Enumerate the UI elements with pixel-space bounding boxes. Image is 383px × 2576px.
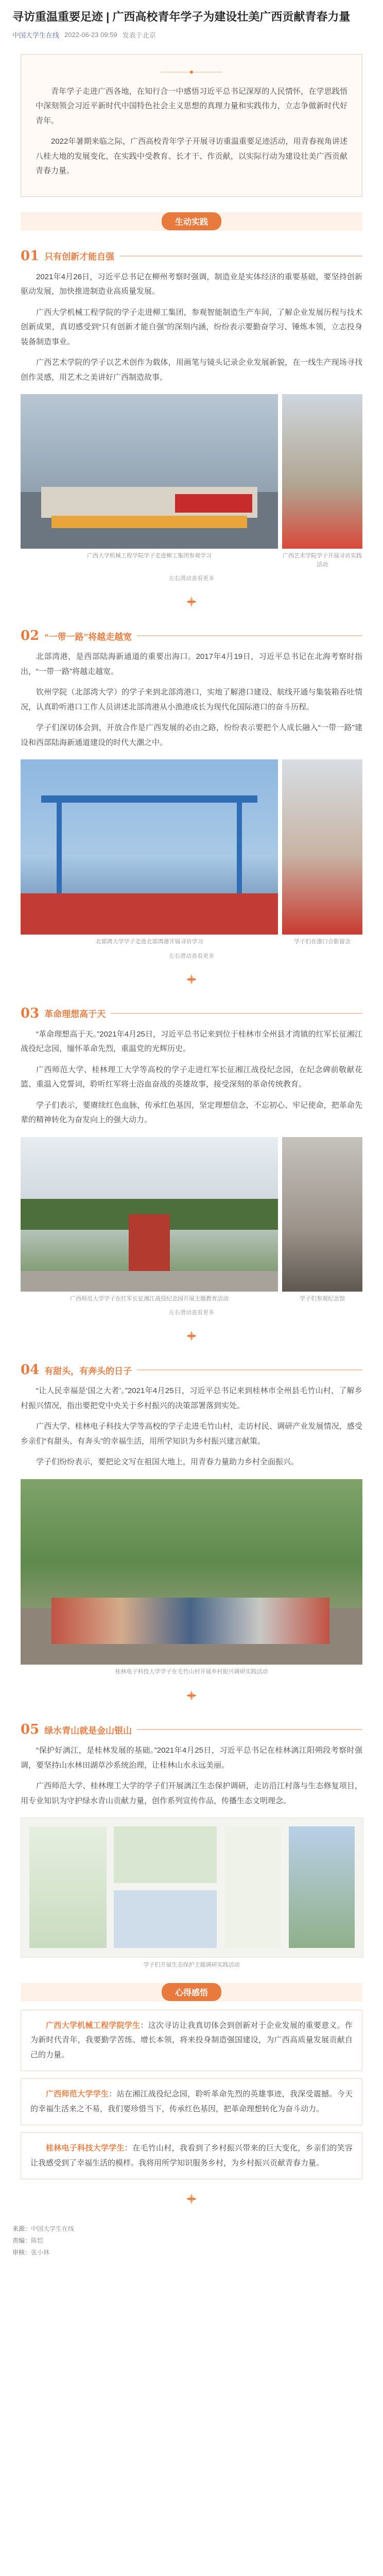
article-header [0,0,383,45]
pinwheel-icon [185,1330,198,1342]
photo-carousel-3[interactable] [21,1137,362,1317]
decoration-separator [21,1689,362,1704]
group-photo [282,394,362,549]
quote-text: 广西大学机械工程学院学生：这次寻访让我真切体会到创新对于企业发展的重要意义。作为新时代青年，我要勤学苦练、增长本领，将来投身制造强国建设，为广西高质量发展贡献自己的力量。 [30,2021,353,2059]
source-line [12,2223,371,2235]
photo-carousel-1[interactable] [21,394,362,582]
decoration-separator [21,596,362,611]
paragraph: 广西艺术学院的学子以艺术创作为载体，用画笔与镜头记录企业发展新貌，在一线生产现场寻找创作灵感，用艺术之美讲好广西制造故事。 [21,358,362,382]
photo-caption: 学子们在港口合影留念 [294,939,351,945]
reviewer-value: 张小林 [31,2248,50,2256]
photo-block-5 [21,1818,362,1970]
quote-body: 这次寻访让我真切体会到创新对于企业发展的重要意义。作为新时代青年，我要勤学苦练、增长本领，将来投身制造强国建设，为广西高质量发展贡献自己的力量。 [30,2021,353,2059]
pinwheel-icon [185,973,198,986]
quote-author: 广西大学机械工程学院学生 [46,2021,141,2030]
photo-caption: 北部湾大学学子走进北部湾港开展寻访学习 [95,939,203,945]
editor-value: 陈恺 [31,2236,44,2244]
heading-rule [137,635,362,636]
decoration-separator [21,973,362,988]
paragraph: 学子们纷纷表示，要把论文写在祖国大地上，用青春力量助力乡村全面振兴。 [36,1458,299,1467]
photo-caption: 桂林电子科技大学学子在毛竹山村开展乡村振兴调研实践活动 [115,1668,268,1675]
subsection-heading-3 [21,1006,362,1021]
subsection-title: 有甜头，有奔头的日子 [44,1366,132,1376]
publish-date: 2022-06-23 09:59 [64,30,117,39]
section-title-gains: 心得感悟 [162,1983,221,2001]
heading-rule [111,1013,362,1014]
subsection-title: 革命理想高于天 [44,1009,106,1020]
pinwheel-icon [185,2193,198,2205]
editor-label: 责编： [12,2236,31,2244]
subsection-number: 02 [21,628,40,644]
article-content [0,54,383,2208]
photo-caption: 广西艺术学院学子开展寻访实践活动 [283,553,362,568]
subsection-number: 01 [21,248,40,264]
paragraph: 广西大学、桂林电子科技大学等高校的学子走进毛竹山村，走访村民、调研产业发展情况，感受乡亲们“有甜头、有奔头”的幸福生活，用所学知识为乡村振兴建言献策。 [21,1422,362,1446]
quote-text: 桂林电子科技大学学生：在毛竹山村，我看到了乡村振兴带来的巨大变化，乡亲们的笑容让我感受到了幸福生活的模样。我将用所学知识服务乡村，为乡村振兴贡献青春力量。 [30,2144,353,2167]
editor-line [12,2235,371,2247]
poster-image [21,1818,363,1958]
decoration-separator [21,2193,362,2208]
students-photo [282,759,362,935]
quote-author: 广西师范大学学生 [46,2090,109,2099]
quote-body: 站在湘江战役纪念园，聆听革命先烈的英雄事迹，我深受震撼。今天的幸福生活来之不易，我们要珍惜当下，传承红色基因，把革命理想转化为奋斗动力。 [30,2090,353,2113]
subsection-title: “一带一路”将越走越宽 [44,632,132,642]
heading-rule [119,256,362,257]
paragraph: “革命理想高于天。”2021年4月25日，习近平总书记来到位于桂林市全州县才湾镇的红军长征湘江战役纪念园，缅怀革命先烈，重温党的光辉历史。 [21,1029,362,1054]
intro-paragraph-1: 青年学子走进广西各地，在知行合一中感悟习近平总书记深厚的人民情怀，在学思践悟中深刻领会习近平新时代中国特色社会主义思想的真理力量和实践伟力，立志争做新时代好青年。 [36,87,347,125]
paragraph: 学子们深切体会到，开放合作是广西发展的必由之路，纷纷表示要把个人成长融入“一带一路”建设和西部陆海新通道建设的时代大潮之中。 [21,723,362,747]
subsection-heading-4 [21,1362,362,1378]
source-label: 来源： [12,2225,31,2233]
heading-rule [137,1729,362,1730]
photo-caption: 广西师范大学学子在红军长征湘江战役纪念园开展主题教育活动 [70,1295,229,1302]
subsection-heading-1 [21,248,362,264]
paragraph: 学子们表示，要赓续红色血脉，传承红色基因，坚定理想信念，不忘初心、牢记使命，把革命先辈的精神转化为奋发向上的强大动力。 [21,1100,362,1125]
subsection-heading-5 [21,1722,362,1737]
paragraph: “保护好漓江，是桂林发展的基础。”2021年4月25日，习近平总书记在桂林漓江阳朔段考察时强调，要坚持山水林田湖草沙系统治理，让桂林山水永远美丽。 [21,1746,362,1770]
reviewer-line [12,2247,371,2259]
subsection-number: 05 [21,1722,40,1738]
subsection-heading-2 [21,628,362,643]
paragraph: 广西大学机械工程学院的学子走进柳工集团，参观智能制造生产车间，了解企业发展历程与技术创新成果，真切感受到“只有创新才能自强”的深刻内涵，纷纷表示要勤奋学习、锤炼本领，立志投身装备制造事业。 [21,308,362,346]
paragraph: 钦州学院（北部湾大学）的学子来到北部湾港口，实地了解港口建设、航线开通与集装箱吞吐情况，认真聆听港口工作人员讲述北部湾港从小渔港成长为现代化国际港口的奋斗历程。 [21,688,362,711]
subsection-number: 03 [21,1005,40,1021]
intro-paragraph-2: 2022年暑期来临之际，广西高校青年学子开展寻访重温重要足迹活动，用青春视角讲述八桂大地的发展变化，在实践中受教育、长才干、作贡献，以实际行动为建设壮美广西贡献青春力量。 [36,137,347,176]
quote-card [21,2132,362,2179]
quote-card [21,2010,362,2072]
account-link[interactable]: 中国大学生在线 [12,31,60,39]
subsection-title: 只有创新才能自强 [44,252,115,262]
quote-card [21,2078,362,2125]
paragraph: 广西师范大学、桂林理工大学的学子们开展漓江生态保护调研，走访沿江村落与生态修复项目，用专业知识为守护绿水青山贡献力量，创作系列宣传作品，传播生态文明理念。 [21,1782,362,1805]
factory-photo [21,394,278,549]
swipe-hint: 左右滑动查看更多 [169,953,214,959]
swipe-hint: 左右滑动查看更多 [169,575,214,582]
photo-caption: 学子们开展生态保护主题调研实践活动 [143,1962,240,1969]
paragraph: 广西师范大学、桂林理工大学等高校的学子走进红军长征湘江战役纪念园，在纪念碑前敬献花篮、重温入党誓词，聆听红军将士浴血奋战的英雄故事，接受深刻的革命传统教育。 [21,1065,362,1089]
paragraph: 2021年4月26日，习近平总书记在柳州考察时强调，制造业是实体经济的重要基础，要坚持创新驱动发展，加快推进制造业高质量发展。 [21,272,362,296]
publish-location: 发表于北京 [122,31,156,39]
village-photo [21,1479,362,1665]
paragraph: 北部湾港，是西部陆海新通道的重要出海口。2017年4月19日，习近平总书记在北海考察时指出，“一带一路”将越走越宽。 [21,652,362,676]
quote-body: 在毛竹山村，我看到了乡村振兴带来的巨大变化，乡亲们的笑容让我感受到了幸福生活的模样。我将用所学知识服务乡村，为乡村振兴贡献青春力量。 [30,2144,353,2167]
article-meta [12,30,371,40]
museum-photo [282,1137,362,1292]
subsection-number: 04 [21,1362,40,1378]
article-title: 寻访重温重要足迹 | 广西高校青年学子为建设壮美广西贡献青春力量 [12,10,351,23]
section-title-activity: 生动实践 [162,212,221,230]
photo-caption: 广西大学机械工程学院学子走进柳工集团参观学习 [87,553,212,560]
memorial-photo [21,1137,278,1292]
pinwheel-icon [185,596,198,608]
intro-box [21,54,362,197]
section-band-gains [21,1983,362,2002]
pinwheel-icon [185,1689,198,1702]
intro-decoration [36,68,347,77]
source-value: 中国大学生在线 [31,2225,75,2233]
photo-block-4 [21,1479,362,1676]
subsection-title: 绿水青山就是金山银山 [44,1725,132,1736]
quote-text: 广西师范大学学生：站在湘江战役纪念园，聆听革命先烈的英雄事迹，我深受震撼。今天的幸福生活来之不易，我们要珍惜当下，传承红色基因，把革命理想转化为奋斗动力。 [30,2090,353,2113]
reviewer-label: 审核： [12,2248,31,2256]
photo-caption: 学子们参观纪念馆 [300,1295,345,1302]
paragraph: “让人民幸福是‘国之大者’。”2021年4月25日，习近平总书记来到桂林市全州县毛竹山村，了解乡村振兴情况，指出要把党中央关于乡村振兴的决策部署落到实处。 [21,1386,362,1410]
swipe-hint: 左右滑动查看更多 [169,1310,214,1316]
section-band-activity [21,212,362,231]
quote-author: 桂林电子科技大学学生 [46,2144,125,2153]
article-footer [0,2213,383,2263]
divider-icon [161,70,222,75]
heading-rule [137,1369,362,1370]
port-photo [21,759,278,935]
photo-carousel-2[interactable] [21,759,362,960]
decoration-separator [21,1330,362,1345]
